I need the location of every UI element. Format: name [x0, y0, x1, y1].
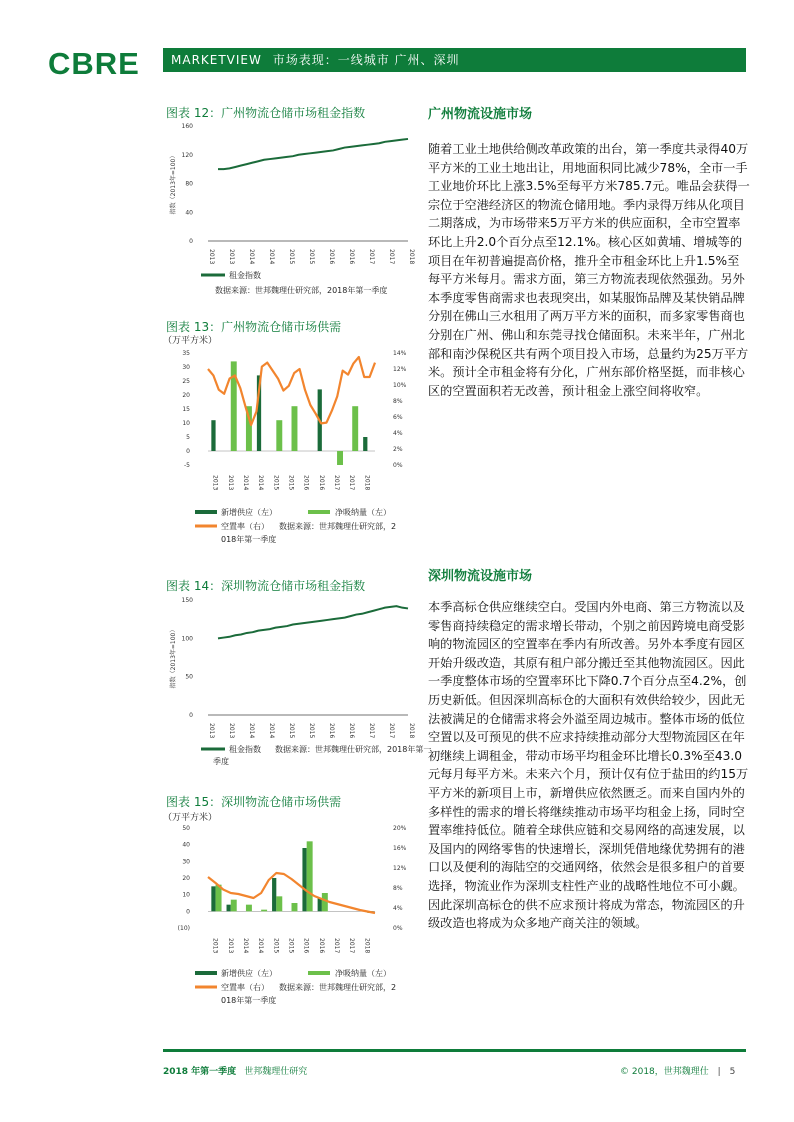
- x-tick-label: 2014: [248, 723, 255, 739]
- net-absorption-bar: [261, 910, 267, 912]
- y-right-tick-label: 20%: [393, 825, 407, 832]
- y-right-tick-label: 12%: [393, 865, 407, 872]
- shenzhen-section-text: 本季高标仓供应继续空白。受国内外电商、第三方物流以及零售商持续稳定的需求增长带动，个别之前因跨境电商受影响的物流园区的空置率在季内有所改善。另外本季度有园区开始升级改造，其原有租户部分搬迁至其他物流园区。因此一季度整体市场的空置率环比下降0.7个百分点至4.2%，创历史新低。但因深圳高标仓的大面积有效供给较少，因此无法被满足的仓储需求将会外溢至周边城市。整体市场的低位空置以及可预见的供不应求持续推动部分大型物流园区在年初继续上调租金，带动市场平均租金环比增长0.3%至43.0元每月每平方米。未来六个月，预计仅有位于盐田的约15万平方米的新项目上市，新增供应依然匮乏。而来自国内外的多样性的需求的增长将继续推动市场平均租金上扬，同时空置率维持低位。随着全球供应链和交易网络的高速发展，以及国内的网络零售的快速增长，深圳凭借地缘优势拥有的港口以及便利的海陆空的交通网络，依然会是很多租户的首要选择，物流业作为深圳支柱性产业的战略性地位不可小觑。因此深圳高标仓的供不应求预计将成为常态，物流园区的升级改造也将成为众多地产商关注的领域。: [428, 600, 749, 931]
- y-axis-label: 指数（2013年=100）: [170, 626, 177, 689]
- x-tick-label: 2016: [348, 249, 355, 265]
- y-left-tick-label: 15: [182, 406, 190, 413]
- legend-swatch-new-supply: [195, 971, 217, 975]
- footer-research: 世邦魏理仕研究: [244, 1067, 308, 1077]
- chart-14-title: 图表 14：深圳物流仓储市场租金指数: [166, 579, 366, 593]
- y-right-tick-label: 12%: [393, 366, 407, 373]
- y-right-tick-label: 0%: [393, 462, 403, 469]
- y-tick-label: 0: [189, 238, 193, 245]
- x-tick-label: 2014: [268, 723, 275, 739]
- new-supply-bar: [318, 898, 322, 911]
- chart-15: [163, 806, 413, 1041]
- x-tick-label: 2014: [257, 475, 265, 491]
- legend-swatch-net-absorption: [308, 971, 330, 975]
- y-axis-label: 指数（2013年=100）: [170, 152, 177, 215]
- x-tick-label: 2016: [302, 938, 310, 954]
- x-tick-label: 2013: [226, 938, 234, 954]
- net-absorption-bar: [246, 905, 252, 912]
- net-absorption-bar: [307, 841, 313, 911]
- y-left-tick-label: 20: [182, 392, 190, 399]
- legend-label: 空置率（右）: [221, 522, 269, 531]
- x-tick-label: 2016: [317, 938, 325, 954]
- header-title: 市场表现：一线城市 广州、深圳: [272, 53, 460, 67]
- y-left-tick-label: (10): [177, 925, 190, 932]
- chart-12-title: 图表 12：广州物流仓储市场租金指数: [166, 106, 366, 120]
- y-right-tick-label: 10%: [393, 382, 407, 389]
- y-tick-label: 160: [181, 123, 193, 130]
- x-tick-label: 2014: [257, 938, 265, 954]
- y-left-tick-label: 0: [186, 448, 190, 455]
- y-left-tick-label: -5: [184, 462, 190, 469]
- new-supply-bar: [272, 878, 276, 911]
- y-tick-label: 150: [181, 597, 193, 604]
- x-tick-label: 2017: [348, 475, 356, 491]
- y-right-tick-label: 4%: [393, 430, 403, 437]
- footer-right: [620, 1064, 735, 1077]
- chart-14: [163, 592, 432, 782]
- y-left-tick-label: 20: [182, 875, 190, 882]
- net-absorption-bar: [352, 406, 358, 451]
- y-tick-label: 40: [185, 209, 193, 217]
- legend-label: 租金指数: [229, 271, 261, 280]
- x-tick-label: 2018: [408, 723, 415, 739]
- legend-label: 新增供应（左）: [221, 508, 277, 517]
- page-number: 5: [729, 1067, 736, 1077]
- x-tick-label: 2017: [333, 938, 341, 954]
- chart-source: 季度: [213, 757, 229, 766]
- chart-13: [163, 330, 413, 550]
- chart-unit: （万平方米）: [163, 813, 218, 823]
- y-right-tick-label: 4%: [393, 905, 403, 912]
- y-tick-label: 0: [189, 712, 193, 719]
- x-tick-label: 2013: [208, 249, 215, 265]
- x-tick-label: 2017: [333, 475, 341, 491]
- x-tick-label: 2016: [348, 723, 355, 739]
- net-absorption-bar: [276, 896, 282, 911]
- chart-source: 018年第一季度: [221, 535, 277, 544]
- guangzhou-section-text: 随着工业土地供给侧改革政策的出台，第一季度共录得40万平方米的工业土地出让，用地面积同比减少78%，全市一手工业地价环比上涨3.5%至每平方米785.7元。唯品会获得一宗位于空港经济区的物流仓储用地。季内录得万纬从化项目二期落成，为市场带来5万平方米的供应面积，全市空置率环比上升2.0个百分点至12.1%。核心区如黄埔、增城等的项目在年初普遍提高价格，推升全市租金环比上升1.5%至每平方米每月。需求方面，第三方物流表现依然强劲。另外本季度零售商需求也表现突出，如某服饰品牌及某快销品牌分别在佛山三水租用了两万平方米的面积，而多家零售商也分别在广州、佛山和东莞寻找仓储面积。未来半年，广州北部和南沙保税区共有两个项目投入市场，总量约为25万平方米。预计全市租金将有分化，广州东部价格坚挺，而非核心区的空置面积若无改善，预计租金上涨空间将收窄。: [428, 142, 750, 398]
- x-tick-label: 2013: [228, 723, 235, 739]
- cbre-logo: CBRE: [48, 46, 140, 81]
- legend-label: 新增供应（左）: [221, 969, 277, 978]
- y-tick-label: 80: [185, 180, 193, 188]
- marketview-label: MARKETVIEW: [171, 53, 262, 67]
- x-tick-label: 2015: [272, 475, 280, 491]
- y-right-tick-label: 2%: [393, 446, 403, 453]
- y-left-tick-label: 30: [182, 858, 190, 866]
- y-tick-label: 50: [185, 673, 193, 681]
- header-bar: [163, 48, 746, 72]
- new-supply-bar: [211, 886, 215, 911]
- net-absorption-bar: [276, 420, 282, 451]
- y-tick-label: 120: [181, 151, 193, 159]
- rent-index-line: [218, 606, 408, 638]
- x-tick-label: 2017: [348, 938, 356, 954]
- x-tick-label: 2014: [241, 938, 249, 954]
- new-supply-bar: [302, 848, 306, 911]
- chart-unit: （万平方米）: [163, 336, 218, 346]
- y-right-tick-label: 14%: [393, 350, 407, 357]
- x-tick-label: 2013: [211, 475, 219, 491]
- x-tick-label: 2018: [363, 475, 371, 491]
- rent-index-line: [218, 139, 408, 169]
- x-tick-label: 2014: [268, 249, 275, 265]
- y-right-tick-label: 16%: [393, 845, 407, 852]
- x-tick-label: 2015: [308, 723, 315, 739]
- x-tick-label: 2017: [388, 723, 395, 739]
- guangzhou-section-title: 广州物流设施市场: [428, 107, 533, 122]
- y-left-tick-label: 40: [182, 841, 190, 849]
- net-absorption-bar: [231, 900, 237, 912]
- chart-source: 数据来源：世邦魏理仕研究部，2: [279, 983, 397, 992]
- chart-12: [163, 118, 413, 308]
- y-right-tick-label: 6%: [393, 414, 403, 421]
- x-tick-label: 2017: [368, 723, 375, 739]
- x-tick-label: 2016: [328, 723, 335, 739]
- x-tick-label: 2018: [363, 938, 371, 954]
- legend-label: 净吸纳量（左）: [335, 508, 391, 517]
- x-tick-label: 2015: [287, 938, 295, 954]
- x-tick-label: 2016: [302, 475, 310, 491]
- x-tick-label: 2013: [211, 938, 219, 954]
- legend-label: 空置率（右）: [221, 983, 269, 992]
- footer-copyright: © 2018，世邦魏理仕: [620, 1067, 709, 1077]
- x-tick-label: 2013: [226, 475, 234, 491]
- footer-separator: |: [717, 1067, 721, 1077]
- net-absorption-bar: [292, 903, 298, 911]
- x-tick-label: 2016: [328, 249, 335, 265]
- legend-swatch-new-supply: [195, 510, 217, 514]
- x-tick-label: 2015: [272, 938, 280, 954]
- x-tick-label: 2015: [308, 249, 315, 265]
- y-left-tick-label: 50: [182, 825, 190, 832]
- x-tick-label: 2016: [317, 475, 325, 491]
- x-tick-label: 2014: [248, 249, 255, 265]
- legend-label: 租金指数: [229, 745, 261, 754]
- y-right-tick-label: 0%: [393, 925, 403, 932]
- y-left-tick-label: 5: [186, 434, 190, 441]
- shenzhen-section-title: 深圳物流设施市场: [428, 569, 533, 584]
- footer-left: [163, 1064, 307, 1077]
- y-left-tick-label: 10: [182, 420, 190, 427]
- chart-15-title: 图表 15：深圳物流仓储市场供需: [166, 795, 342, 809]
- y-left-tick-label: 10: [182, 891, 190, 899]
- x-tick-label: 2017: [388, 249, 395, 265]
- chart-13-title: 图表 13：广州物流仓储市场供需: [166, 320, 342, 334]
- new-supply-bar: [363, 437, 367, 451]
- x-tick-label: 2013: [228, 249, 235, 265]
- chart-source: 数据来源：世邦魏理仕研究部，2: [279, 522, 397, 531]
- x-tick-label: 2015: [288, 723, 295, 739]
- footer-rule: [163, 1049, 746, 1052]
- chart-source: 数据来源：世邦魏理仕研究部，2018年第一季度: [215, 286, 388, 295]
- y-left-tick-label: 0: [186, 908, 190, 916]
- net-absorption-bar: [337, 451, 343, 465]
- legend-swatch-net-absorption: [308, 510, 330, 514]
- y-right-tick-label: 8%: [393, 885, 403, 892]
- y-tick-label: 100: [181, 635, 193, 643]
- chart-source: 数据来源：世邦魏理仕研究部，2018年第一: [275, 745, 432, 754]
- new-supply-bar: [211, 420, 215, 451]
- x-tick-label: 2014: [241, 475, 249, 491]
- y-right-tick-label: 8%: [393, 398, 403, 405]
- y-left-tick-label: 30: [182, 364, 190, 371]
- net-absorption-bar: [292, 406, 298, 451]
- legend-label: 净吸纳量（左）: [335, 969, 391, 978]
- x-tick-label: 2013: [208, 723, 215, 739]
- y-left-tick-label: 25: [182, 378, 190, 385]
- x-tick-label: 2018: [408, 249, 415, 265]
- footer-quarter: 2018 年第一季度: [163, 1067, 237, 1077]
- y-left-tick-label: 35: [182, 350, 190, 357]
- chart-source: 018年第一季度: [221, 996, 277, 1005]
- x-tick-label: 2015: [287, 475, 295, 491]
- new-supply-bar: [227, 905, 231, 912]
- x-tick-label: 2017: [368, 249, 375, 265]
- x-tick-label: 2015: [288, 249, 295, 265]
